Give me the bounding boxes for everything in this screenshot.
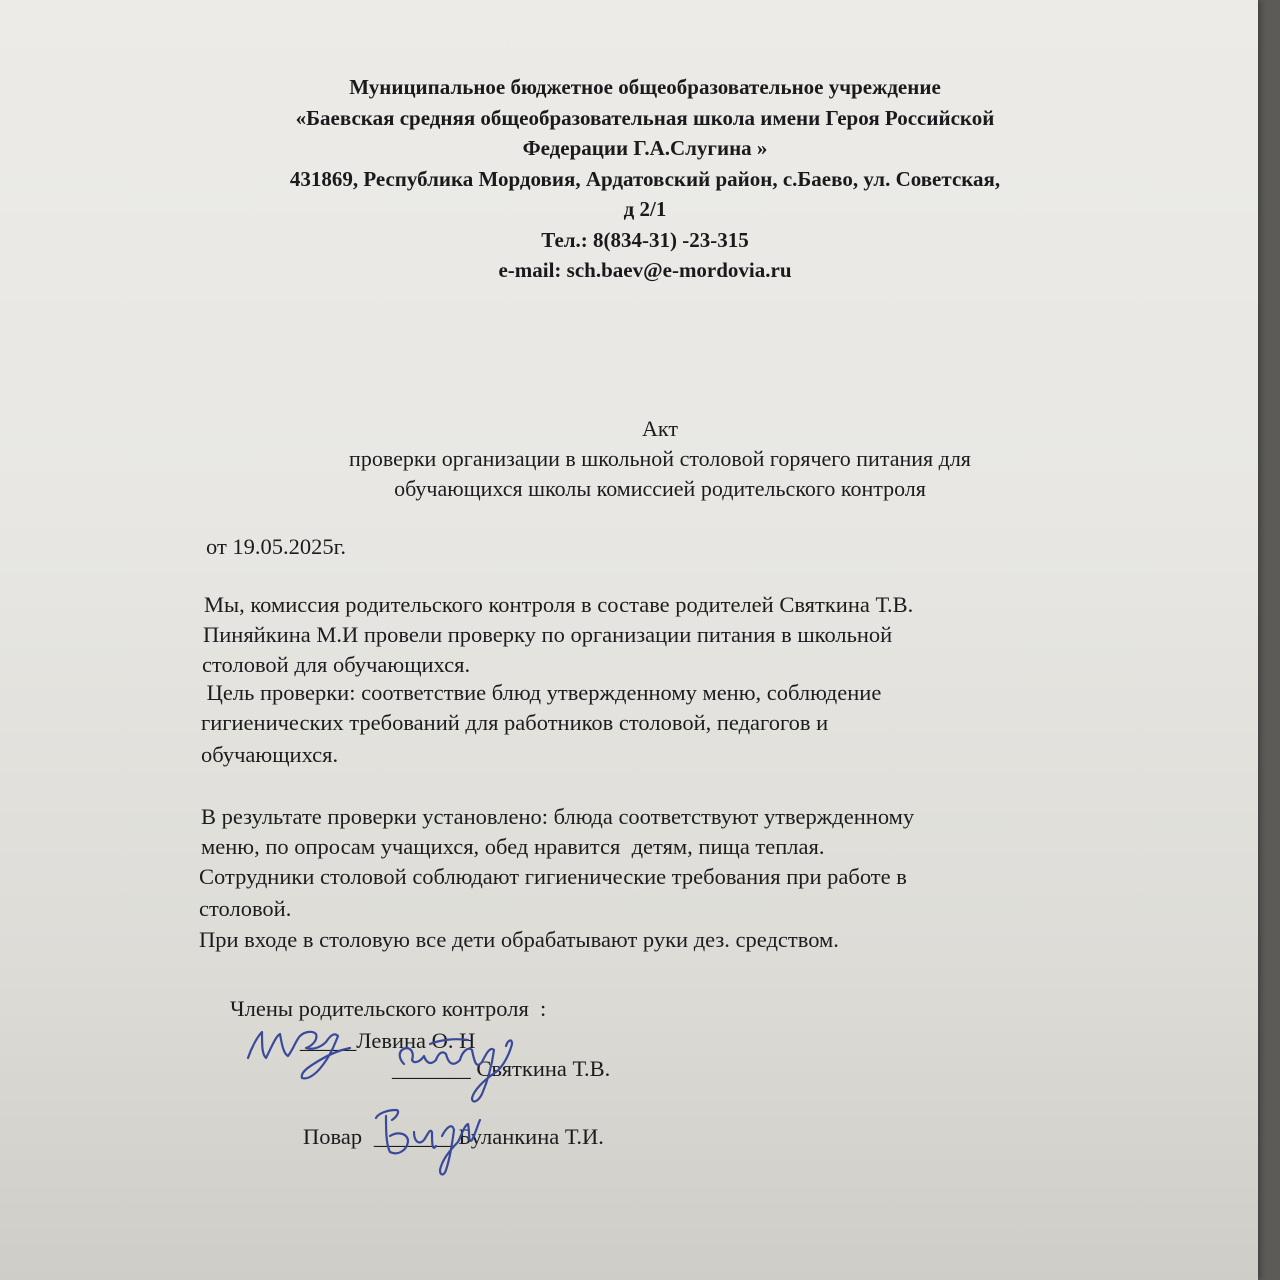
body-line: Цель проверки: соответствие блюд утвержденному меню, соблюдение bbox=[201, 680, 882, 705]
body-line: гигиенических требований для работников столовой, педагогов и bbox=[201, 710, 829, 735]
signatures-heading: Члены родительского контроля : bbox=[230, 996, 547, 1021]
signature-line-bulankina: _______ Буланкина Т.И. bbox=[374, 1124, 604, 1149]
body-line: Сотрудники столовой соблюдают гигиенические требования при работе в bbox=[199, 864, 907, 889]
cook-label: Повар bbox=[303, 1124, 363, 1149]
letterhead-line-1: Муниципальное бюджетное общеобразовательное учреждение bbox=[349, 75, 941, 99]
title-line-1: проверки организации в школьной столовой горячего питания для bbox=[349, 446, 971, 471]
body-line: обучающихся. bbox=[201, 742, 339, 767]
document-date: от 19.05.2025г. bbox=[206, 534, 346, 559]
body-line: столовой. bbox=[199, 896, 292, 921]
body-line: Мы, комиссия родительского контроля в составе родителей Святкина Т.В. bbox=[204, 592, 914, 617]
body-line: меню, по опросам учащихся, обед нравится детям, пища теплая. bbox=[201, 834, 825, 859]
body-line: При входе в столовую все дети обрабатывают руки дез. средством. bbox=[199, 927, 839, 952]
letterhead-line-3: Федерации Г.А.Слугина » bbox=[522, 136, 768, 160]
letterhead-phone: Тел.: 8(834-31) -23-315 bbox=[541, 227, 749, 252]
body-line: столовой для обучающихся. bbox=[202, 652, 471, 677]
letterhead-address: 431869, Республика Мордовия, Ардатовский район, с.Баево, ул. Советская, bbox=[289, 166, 1001, 191]
letterhead-email: e-mail: sch.baev@e-mordovia.ru bbox=[498, 258, 792, 282]
letterhead-address-2: д 2/1 bbox=[623, 197, 667, 221]
title-heading: Акт bbox=[642, 416, 678, 441]
letterhead bbox=[150, 72, 1140, 286]
signature-line-levina: _____Левина О. Н bbox=[300, 1028, 476, 1053]
signature-line-svyatkina: _______ Святкина Т.В. bbox=[392, 1056, 611, 1081]
body-line: В результате проверки установлено: блюда соответствуют утвержденному bbox=[201, 804, 915, 829]
title-line-2: обучающихся школы комиссией родительского контроля bbox=[394, 476, 926, 501]
body-line: Пиняйкина М.И провели проверку по организации питания в школьной bbox=[203, 622, 893, 647]
document-title bbox=[240, 414, 1080, 504]
letterhead-line-2: «Баевская средняя общеобразовательная школа имени Героя Российской bbox=[295, 105, 995, 130]
